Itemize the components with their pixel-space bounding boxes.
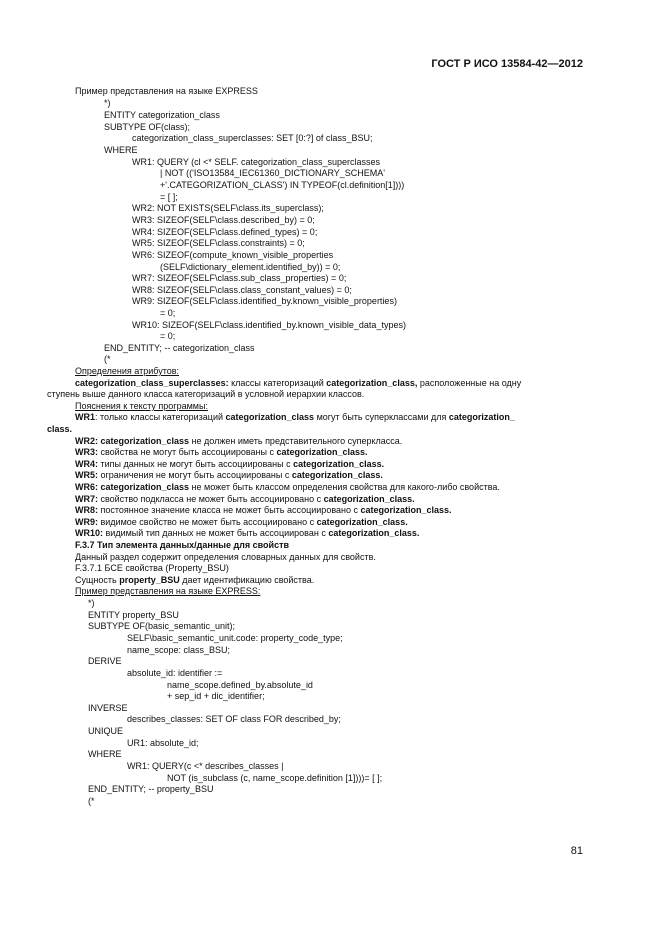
text-line: WR2: categorization_class не должен иметь представительного суперкласса. (75, 436, 403, 446)
code-line: WR3: SIZEOF(SELF\class.described_by) = 0; (132, 215, 315, 225)
code-line: WHERE (104, 145, 138, 155)
code-line: *) (88, 598, 95, 608)
code-line: (SELF\dictionary_element.identified_by)) = 0; (160, 262, 341, 272)
text-line: WR10: видимый тип данных не может быть ассоциирован с categorization_class. (75, 528, 420, 538)
text-line: class. (47, 424, 73, 434)
code-line: DERIVE (88, 656, 122, 666)
text-line: Пример представления на языке EXPRESS: (75, 586, 261, 596)
text-line: WR3: свойства не могут быть ассоциированы с categorization_class. (75, 447, 368, 457)
code-line: ENTITY categorization_class (104, 110, 220, 120)
text-line: categorization_class_superclasses: классы категоризаций categorization_class, расположенные на одну (75, 378, 522, 388)
document-header: ГОСТ Р ИСО 13584-42—2012 (431, 58, 583, 70)
code-line: (* (88, 796, 95, 806)
code-line: describes_classes: SET OF class FOR described_by; (127, 714, 341, 724)
code-line: *) (104, 98, 111, 108)
code-line: END_ENTITY; -- categorization_class (104, 343, 255, 353)
text-line: ступень выше данного класса категоризаций в условной иерархии классов. (47, 389, 365, 399)
text-line: WR9: видимое свойство не может быть ассоциировано с categorization_class. (75, 517, 408, 527)
code-line: INVERSE (88, 703, 128, 713)
code-line: WR9: SIZEOF(SELF\class.identified_by.known_visible_properties) (132, 296, 397, 306)
code-line: SUBTYPE OF(basic_semantic_unit); (88, 621, 236, 631)
subsection-title: F.3.7.1 БСЕ свойства (Property_BSU) (75, 563, 229, 573)
page-number: 81 (570, 845, 583, 857)
code-line: + sep_id + dic_identifier; (167, 691, 265, 701)
text-line: WR7: свойство подкласса не может быть ассоциировано с categorization_class. (75, 494, 415, 504)
section-title: F.3.7 Тип элемента данных/данные для свойств (75, 540, 290, 550)
code-line: name_scope: class_BSU; (127, 645, 231, 655)
code-line: WR6: SIZEOF(compute_known_visible_properties (132, 250, 334, 260)
text-line: WR8: постоянное значение класса не может быть ассоциировано с categorization_class. (75, 505, 452, 515)
code-line: END_ENTITY; -- property_BSU (88, 784, 214, 794)
code-line: WR10: SIZEOF(SELF\class.identified_by.known_visible_data_types) (132, 320, 406, 330)
code-line: UNIQUE (88, 726, 124, 736)
code-line: WR8: SIZEOF(SELF\class.class_constant_values) = 0; (132, 285, 352, 295)
text-line: WR5: ограничения не могут быть ассоциированы с categorization_class. (75, 470, 383, 480)
section-heading: Определения атрибутов: (75, 366, 180, 376)
code-line: | NOT (('ISO13584_IEC61360_DICTIONARY_SCHEMA' (160, 168, 386, 178)
code-line: WR7: SIZEOF(SELF\class.sub_class_properties) = 0; (132, 273, 347, 283)
code-line: ENTITY property_BSU (88, 610, 179, 620)
text-line: WR6: categorization_class не может быть классом определения свойства для какого-либо свойства. (75, 482, 500, 492)
code-line: = 0; (160, 308, 176, 318)
code-line: WR5: SIZEOF(SELF\class.constraints) = 0; (132, 238, 305, 248)
code-line: WR1: QUERY (cl <* SELF. categorization_class_superclasses (132, 157, 381, 167)
text-line: Данный раздел содержит определения словарных данных для свойств. (75, 552, 376, 562)
code-line: WR2: NOT EXISTS(SELF\class.its_superclass); (132, 203, 324, 213)
code-line: +'.CATEGORIZATION_CLASS') IN TYPEOF(cl.definition[1]))) (160, 180, 405, 190)
code-line: = [ ]; (160, 192, 178, 202)
text-line: Сущность property_BSU дает идентификацию свойства. (75, 575, 315, 585)
text-line: WR4: типы данных не могут быть ассоциированы с categorization_class. (75, 459, 385, 469)
text-line: Пример представления на языке EXPRESS (75, 86, 258, 96)
text-line: WR1: только классы категоризаций categorization_class могут быть суперклассами для categorization_ (75, 412, 515, 422)
code-line: categorization_class_superclasses: SET [0:?] of class_BSU; (132, 133, 373, 143)
code-line: (* (104, 354, 111, 364)
code-line: NOT (is_subclass (c, name_scope.definition [1])))= [ ]; (167, 773, 383, 783)
code-line: WR1: QUERY(c <* describes_classes | (127, 761, 284, 771)
code-line: WR4: SIZEOF(SELF\class.defined_types) = 0; (132, 227, 318, 237)
code-line: = 0; (160, 331, 176, 341)
code-line: SELF\basic_semantic_unit.code: property_code_type; (127, 633, 343, 643)
section-heading: Пояснения к тексту программы: (75, 401, 208, 411)
code-line: WHERE (88, 749, 122, 759)
code-line: SUBTYPE OF(class); (104, 122, 191, 132)
code-line: absolute_id: identifier := (127, 668, 223, 678)
code-line: name_scope.defined_by.absolute_id (167, 680, 313, 690)
code-line: UR1: absolute_id; (127, 738, 199, 748)
